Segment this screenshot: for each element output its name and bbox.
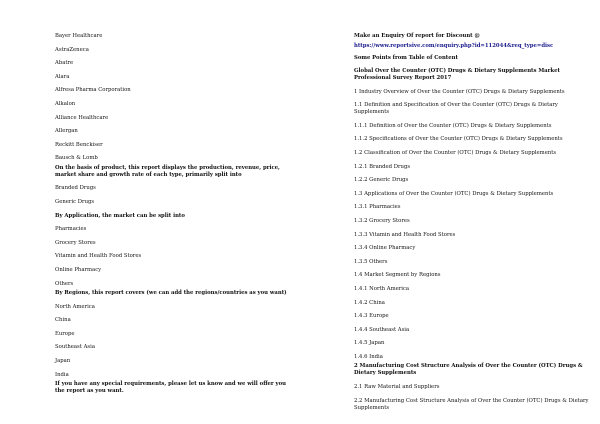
toc-item: 2.2 Manufacturing Cost Structure Analysis of Over the Counter (OTC) Drugs & Dietary Supplements — [354, 397, 589, 411]
toc-item: 1.4.5 Japan — [354, 340, 385, 347]
product-intro: On the basis of product, this report displays the production, revenue, price, market share and growth rate of each type, primarily split into — [55, 164, 280, 178]
application-item: Pharmacies — [55, 226, 87, 233]
toc-item: 1 Industry Overview of Over the Counter (OTC) Drugs & Dietary Supplements — [354, 88, 565, 95]
toc-item: 1.1.2 Specifications of Over the Counter (OTC) Drugs & Dietary Supplements — [354, 136, 563, 143]
application-item: Grocery Stores — [55, 239, 96, 246]
company-item: Allergan — [55, 128, 78, 135]
toc-item: 1.4 Market Segment by Regions — [354, 272, 441, 279]
application-item: Online Pharmacy — [55, 267, 102, 273]
company-item: AstraZeneca — [55, 46, 89, 53]
company-item: Alkalon — [55, 100, 76, 107]
company-item: Bausch & Lomb — [55, 155, 98, 162]
company-item: Alara — [55, 73, 70, 80]
right-column — [354, 33, 590, 418]
product-type-item: Branded Drugs — [55, 185, 96, 192]
enquiry-link[interactable]: https://www.reportsive.com/enquiry.php?id=112044&req_type=disc — [354, 42, 554, 49]
enquiry-heading: Make an Enquiry Of report for Discount @ — [354, 33, 480, 39]
company-item: Alfresa Pharma Corporation — [55, 87, 131, 94]
closing-note: If you have any special requirements, please let us know and we will offer you the report as you want. — [55, 381, 287, 395]
region-item: India — [55, 371, 69, 378]
toc-item: 1.4.6 India — [354, 353, 383, 360]
region-item: North America — [55, 303, 95, 310]
toc-item: 1.2.2 Generic Drugs — [354, 177, 409, 184]
company-item: Bayer Healthcare — [55, 33, 103, 39]
region-item: Japan — [55, 358, 71, 365]
region-item: Southeast Asia — [55, 344, 95, 351]
application-item: Others — [55, 280, 74, 287]
toc-item: 1.3.3 Vitamin and Health Food Stores — [354, 231, 456, 238]
left-column — [55, 33, 293, 402]
toc-item: 1.1 Definition and Specification of Over the Counter (OTC) Drugs & Dietary Supplements — [354, 102, 558, 116]
toc-item: 2.1 Raw Material and Suppliers — [354, 384, 440, 391]
report-title: Global Over the Counter (OTC) Drugs & Dietary Supplements Market Professional Survey Report 2017 — [354, 68, 560, 82]
toc-item: 1.3.1 Pharmacies — [354, 204, 401, 211]
toc-item: 1.4.4 Southeast Asia — [354, 326, 410, 333]
region-item: Europe — [55, 330, 75, 337]
regions-intro: By Regions, this report covers (we can add the regions/countries as you want) — [55, 290, 287, 297]
toc-heading: Some Points from Table of Content — [354, 54, 458, 61]
toc-item: 1.4.2 China — [354, 299, 385, 306]
toc-item: 1.4.1 North America — [354, 286, 410, 292]
company-item: Reckitt Benckiser — [55, 141, 103, 148]
toc-item: 1.3.4 Online Pharmacy — [354, 245, 416, 252]
section2-heading: 2 Manufacturing Cost Structure Analysis of Over the Counter (OTC) Drugs & Dietary Supplements — [354, 363, 583, 377]
application-item: Vitamin and Health Food Stores — [55, 253, 142, 260]
region-item: China — [55, 317, 71, 324]
toc-item: 1.4.3 Europe — [354, 313, 389, 320]
company-item: Abatre — [55, 60, 74, 67]
toc-item: 1.2.1 Branded Drugs — [354, 163, 411, 170]
toc-item: 1.2 Classification of Over the Counter (OTC) Drugs & Dietary Supplements — [354, 150, 557, 157]
toc-item: 1.3 Applications of Over the Counter (OTC) Drugs & Dietary Supplements — [354, 190, 554, 197]
toc-item: 1.3.2 Grocery Stores — [354, 218, 410, 225]
toc-item: 1.1.1 Definition of Over the Counter (OTC) Drugs & Dietary Supplements — [354, 122, 552, 129]
company-item: Alliance Healthcare — [55, 114, 109, 121]
toc-item: 1.3.5 Others — [354, 258, 388, 265]
product-type-item: Generic Drugs — [55, 199, 95, 206]
application-intro: By Application, the market can be split into — [55, 212, 185, 219]
